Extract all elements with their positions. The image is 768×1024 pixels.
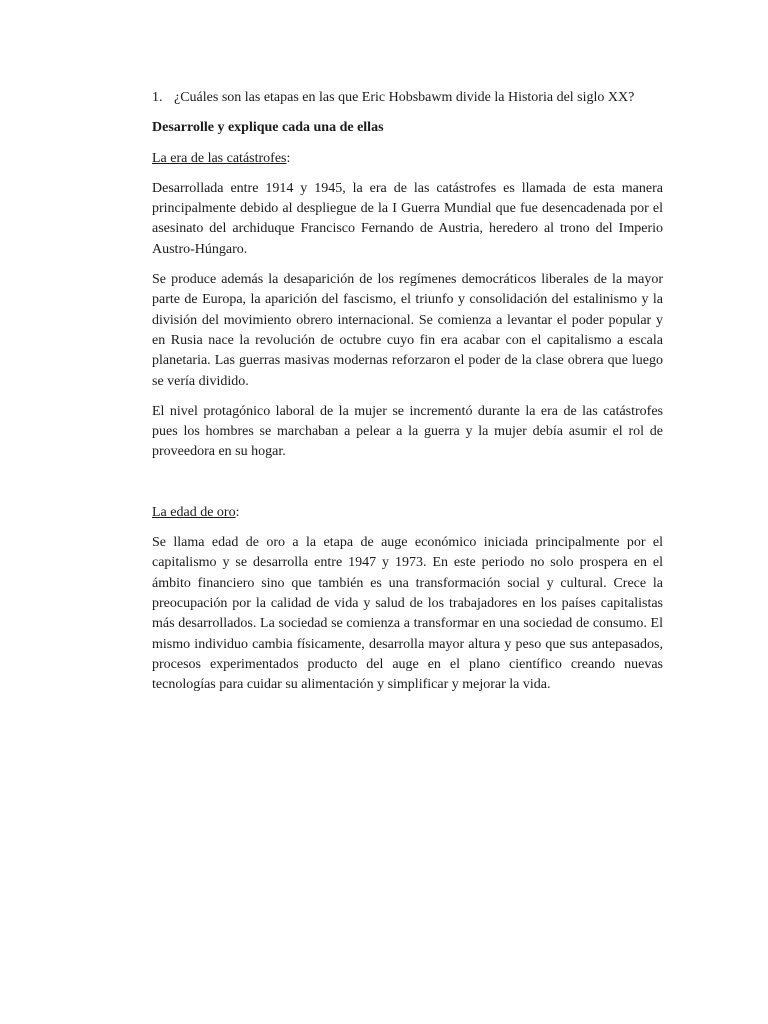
paragraph: Se llama edad de oro a la etapa de auge económico iniciada principalmente por el capitalismo y se desarrolla entre 1947 y 1973. En este periodo no solo prospera en el ámbito financiero sino que también es una transformación social y cultural. Crece la preocupación por la calidad de vida y salud de los trabajadores en los países capitalistas más desarrollados. La sociedad se comienza a transformar en una sociedad de consumo. El mismo individuo cambia físicamente, desarrolla mayor altura y peso que sus antepasados, procesos experimentados producto del auge en el plano científico creando nuevas tecnologías para cuidar su alimentación y simplificar y mejorar la vida. (152, 535, 663, 693)
section-heading-suffix: : (286, 150, 291, 166)
section-heading-edad-de-oro (152, 503, 663, 523)
document-page (152, 88, 663, 705)
spacer (152, 473, 663, 503)
question-text: ¿Cuáles son las etapas en las que Eric Hobsbawm divide la Historia del siglo XX? (174, 90, 635, 105)
instruction-text: Desarrolle y explique cada una de ellas (152, 120, 384, 136)
question-number: 1. (152, 90, 163, 105)
paragraph: Se produce además la desaparición de los regímenes democráticos liberales de la mayor parte de Europa, la aparición del fascismo, el triunfo y consolidación del estalinismo y la división del movimiento obrero internacional. Se comienza a levantar el poder popular y en Rusia nace la revolución de octubre cuyo fin era acabar con el capitalismo a escala planetaria. Las guerras masivas modernas reforzaron el poder de la clase obrera que luego se vería dividido. (152, 272, 663, 389)
question-line (152, 88, 663, 108)
paragraph: El nivel protagónico laboral de la mujer se incrementó durante la era de las catástrofes pues los hombres se marchaban a pelear a la guerra y la mujer debía asumir el rol de proveedora en su hogar. (152, 403, 663, 460)
section-heading-catastrofes (152, 149, 663, 169)
section-heading-text: La edad de oro (152, 504, 236, 520)
section-heading-text: La era de las catástrofes (152, 150, 287, 166)
section-heading-suffix: : (235, 504, 240, 520)
paragraph: Desarrollada entre 1914 y 1945, la era de las catástrofes es llamada de esta manera principalmente debido al despliegue de la I Guerra Mundial que fue desencadenada por el asesinato del archiduque Francisco Fernando de Austria, heredero al trono del Imperio Austro-Húngaro. (152, 180, 663, 257)
